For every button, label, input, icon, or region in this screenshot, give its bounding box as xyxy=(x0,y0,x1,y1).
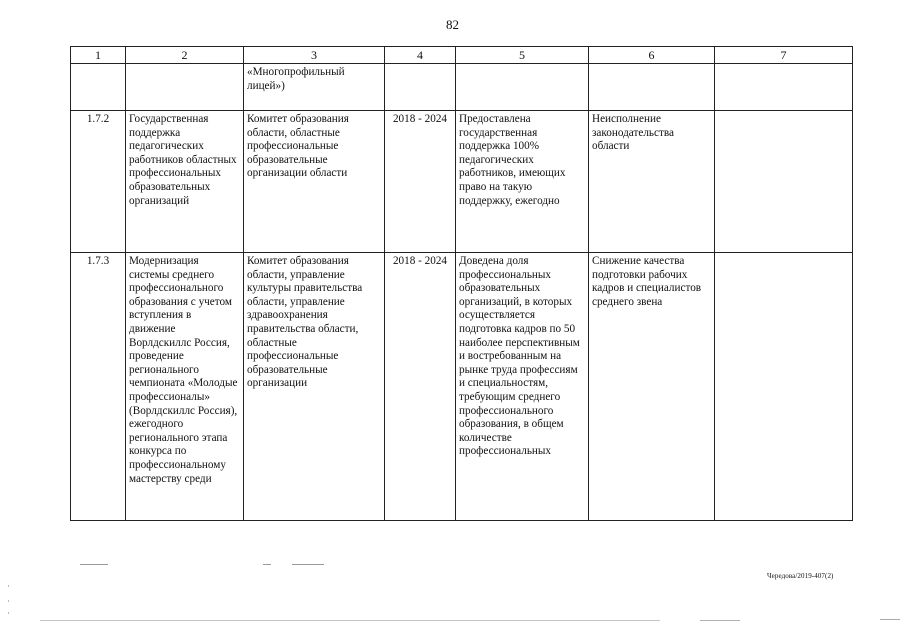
cell-num: 1.7.3 xyxy=(71,253,126,521)
col-header-6: 6 xyxy=(589,47,715,64)
table-row xyxy=(71,111,853,253)
scan-artifact xyxy=(8,600,9,602)
cell-executor: Комитет образования области, управление культуры правительства области, управление здравоохранения правительства области, областные профессиональные образовательные организации xyxy=(244,253,385,521)
header-row xyxy=(71,47,853,64)
page-number: 82 xyxy=(446,17,459,32)
col-header-4: 4 xyxy=(385,47,456,64)
cell-period: 2018 - 2024 xyxy=(385,111,456,253)
scan-artifact xyxy=(8,585,9,587)
col-header-2: 2 xyxy=(126,47,244,64)
cell-consequence: Неисполнение законодательства области xyxy=(589,111,715,253)
cell-num xyxy=(71,64,126,111)
cell-executor: Комитет образования области, областные профессиональные образовательные организации области xyxy=(244,111,385,253)
cell-name xyxy=(126,64,244,111)
cell-name: Модернизация системы среднего профессионального образования с учетом вступления в движение Ворлдскиллс Россия, проведение регионального чемпионата «Молодые профессионалы» (Ворлдскиллс Россия), ежегодного регионального этапа конкурса по профессиональному мастерству среди xyxy=(126,253,244,521)
scan-artifact xyxy=(880,619,900,620)
scan-artifact xyxy=(263,564,271,565)
cell-note xyxy=(715,253,853,521)
cell-consequence: Снижение качества подготовки рабочих кадров и специалистов среднего звена xyxy=(589,253,715,521)
cell-note xyxy=(715,111,853,253)
col-header-5: 5 xyxy=(456,47,589,64)
cell-note xyxy=(715,64,853,111)
cell-num: 1.7.2 xyxy=(71,111,126,253)
cell-result: Доведена доля профессиональных образовательных организаций, в которых осуществляется подготовка кадров по 50 наиболее перспективным и востребованным на рынке труда профессиям и специальностям, требующим среднего профессионального образования, в общем количестве профессиональных xyxy=(456,253,589,521)
scan-artifact xyxy=(80,564,108,565)
table-row xyxy=(71,64,853,111)
scan-artifact xyxy=(292,564,324,565)
cell-period xyxy=(385,64,456,111)
col-header-3: 3 xyxy=(244,47,385,64)
activities-table xyxy=(70,46,853,521)
scan-artifact xyxy=(700,620,740,621)
cell-consequence xyxy=(589,64,715,111)
scan-artifact xyxy=(40,620,660,621)
col-header-7: 7 xyxy=(715,47,853,64)
col-header-1: 1 xyxy=(71,47,126,64)
cell-name: Государственная поддержка педагогических работников областных профессиональных образовательных организаций xyxy=(126,111,244,253)
document-code: Чередова/2019-407(2) xyxy=(767,572,834,580)
cell-executor: «Многопрофильный лицей») xyxy=(244,64,385,111)
scan-artifact xyxy=(8,612,9,614)
cell-result xyxy=(456,64,589,111)
cell-result: Предоставлена государственная поддержка 100% педагогических работников, имеющих право на такую поддержку, ежегодно xyxy=(456,111,589,253)
table-row xyxy=(71,253,853,521)
cell-period: 2018 - 2024 xyxy=(385,253,456,521)
